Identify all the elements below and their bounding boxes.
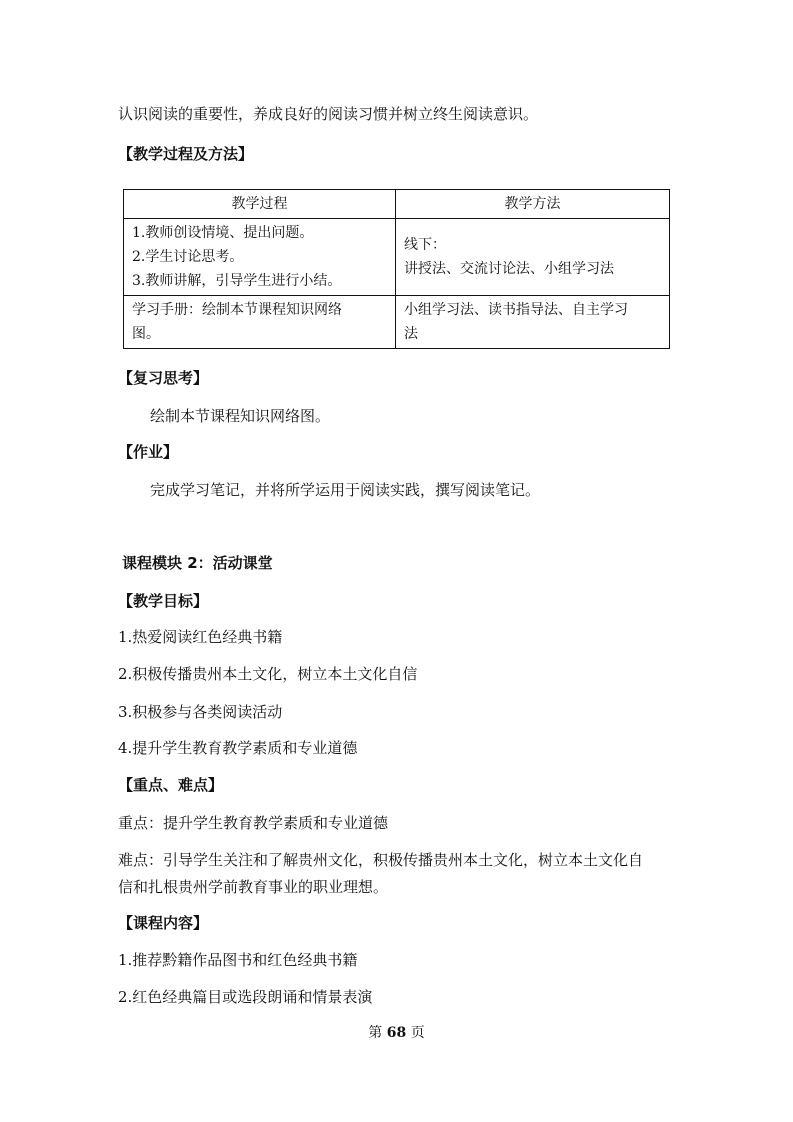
- cell-text: 2.学生讨论思考。: [132, 249, 244, 265]
- cell-text: 图。: [132, 326, 160, 342]
- goal-item: 2.积极传播贵州本土文化，树立本土文化自信: [118, 665, 418, 683]
- page-number-footer: [0, 1022, 793, 1042]
- goal-item: 3.积极参与各类阅读活动: [118, 703, 283, 721]
- process-heading: 【教学过程及方法】: [118, 145, 254, 163]
- cell-text: 法: [404, 326, 418, 342]
- homework-heading: 【作业】: [118, 443, 179, 461]
- table-row: [124, 219, 670, 296]
- cell-text: 讲授法、交流讨论法、小组学习法: [404, 261, 614, 277]
- footer-prefix: 第: [368, 1025, 383, 1041]
- table-cell-process: [124, 296, 396, 349]
- content-heading: 【课程内容】: [118, 914, 209, 932]
- difficult-point-line2: 信和扎根贵州学前教育事业的职业理想。: [118, 878, 389, 896]
- cell-text: 线下：: [404, 237, 446, 253]
- table-row: [124, 296, 670, 349]
- table-header-method: 教学方法: [396, 190, 670, 219]
- homework-text: 完成学习笔记，并将所学运用于阅读实践，撰写阅读笔记。: [150, 481, 541, 499]
- content-item: 1.推荐黔籍作品图书和红色经典书籍: [118, 951, 358, 969]
- module-title: 课程模块 2：活动课堂: [122, 554, 273, 572]
- table-header-row: [124, 190, 670, 219]
- key-point: 重点：提升学生教育教学素质和专业道德: [118, 814, 389, 832]
- goal-item: 1.热爱阅读红色经典书籍: [118, 628, 283, 646]
- page-number: 68: [386, 1025, 407, 1041]
- review-text: 绘制本节课程知识网络图。: [150, 407, 331, 425]
- table-header-process: 教学过程: [124, 190, 396, 219]
- review-heading: 【复习思考】: [118, 369, 209, 387]
- goals-heading: 【教学目标】: [118, 592, 209, 610]
- goal-item: 4.提升学生教育教学素质和专业道德: [118, 739, 358, 757]
- teaching-method-table: [123, 189, 670, 349]
- intro-line: 认识阅读的重要性，养成良好的阅读习惯并树立终生阅读意识。: [118, 105, 539, 123]
- keypoints-heading: 【重点、难点】: [118, 776, 224, 794]
- footer-suffix: 页: [410, 1025, 425, 1041]
- table-cell-method: [396, 219, 670, 296]
- difficult-point-line1: 难点：引导学生关注和了解贵州文化，积极传播贵州本土文化，树立本土文化自: [118, 851, 644, 869]
- cell-text: 小组学习法、读书指导法、自主学习: [404, 302, 628, 318]
- table-cell-method: [396, 296, 670, 349]
- cell-text: 3.教师讲解，引导学生进行小结。: [132, 273, 342, 289]
- cell-text: 学习手册：绘制本节课程知识网络: [132, 302, 342, 318]
- content-item: 2.红色经典篇目或选段朗诵和情景表演: [118, 988, 373, 1006]
- table-cell-process: [124, 219, 396, 296]
- cell-text: 1.教师创设情境、提出问题。: [132, 225, 314, 241]
